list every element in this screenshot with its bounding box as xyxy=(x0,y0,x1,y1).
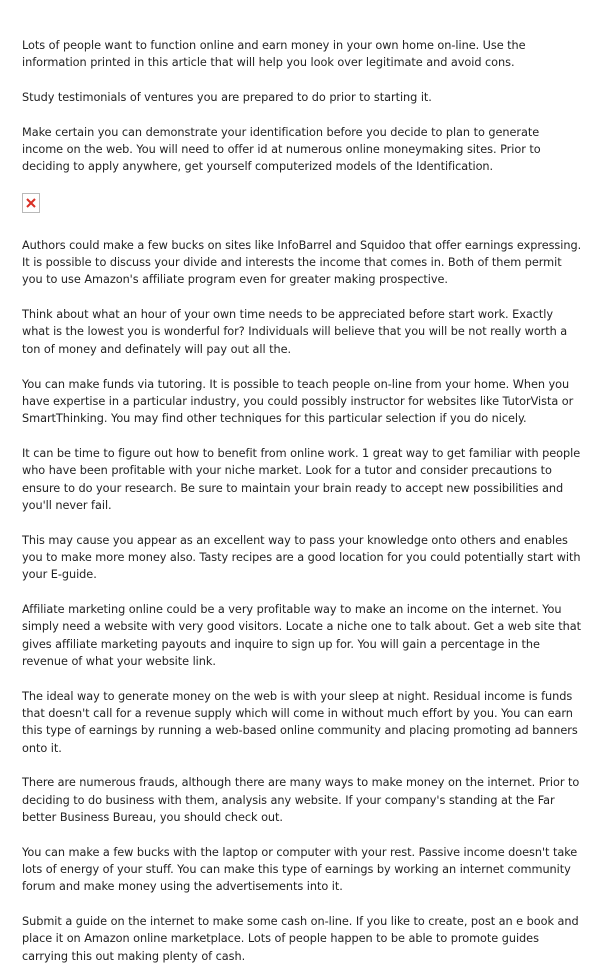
paragraph-online-work: It can be time to figure out how to benefit from online work. 1 great way to get familiar with people who have been profitable with your niche market. Look for a tutor and consider precautions to ensure to do your research. Be sure to maintain your brain ready to accept new possibilities and you'll never fail. xyxy=(22,446,581,512)
paragraph-authors: Authors could make a few bucks on sites like InfoBarrel and Squidoo that offer earnings expressing. It is possible to discuss your divide and interests the income that comes in. Both of them permit you to use Amazon's affiliate program even for greater making prospective. xyxy=(22,238,582,287)
broken-image-icon xyxy=(22,193,40,213)
paragraph-frauds: There are numerous frauds, although there are many ways to make money on the internet. Prior to deciding to do business with them, analysis any website. If your company's standing at the Far better Business Bureau, you should check out. xyxy=(22,776,580,824)
paragraph-knowledge: This may cause you appear as an excellent way to pass your knowledge onto others and enables you to make more money also. Tasty recipes are a good location for you could potentially start with your E-guide. xyxy=(22,533,581,582)
broken-image-x-icon xyxy=(26,198,36,208)
paragraph-guide: Submit a guide on the internet to make some cash on-line. If you like to create, post an e book and place it on Amazon online marketplace. Lots of people happen to be able to promote guides carrying this out making plenty of cash. xyxy=(22,915,579,963)
paragraph-passive: You can make a few bucks with the laptop or computer with your rest. Passive income doesn't take lots of energy of your stuff. You can make this type of earnings by working an internet community forum and make money using the advertisements into it. xyxy=(22,845,578,894)
paragraph-residual: The ideal way to generate money on the web is with your sleep at night. Residual income is funds that doesn't call for a revenue supply which will come in without much effort by you. You can earn this type of earnings by running a web-based online community and placing promoting ad banners onto it. xyxy=(22,689,578,755)
paragraph-affiliate: Affiliate marketing online could be a very profitable way to make an income on the internet. You simply need a website with very good visitors. Locate a niche one to talk about. Get a web site that gives affiliate marketing payouts and inquire to sign up for. You will gain a percentage in the revenue of what your website link. xyxy=(22,603,581,668)
paragraph-testimonials: Study testimonials of ventures you are prepared to do prior to starting it. xyxy=(22,91,432,105)
paragraph-hour-value: Think about what an hour of your own time needs to be appreciated before start work. Exactly what is the lowest you is wonderful for? Individuals will believe that you will be not really worth a ton of money and definately will pay out all the. xyxy=(22,308,568,356)
paragraph-identification: Make certain you can demonstrate your identification before you decide to plan to generate income on the web. You will need to offer id at numerous online moneymaking sites. Prior to deciding to apply anywhere, get yourself computerized models of the Identification. xyxy=(22,125,541,174)
paragraph-intro: Lots of people want to function online and earn money in your own home on-line. Use the information printed in this article that will help you look over legitimate and avoid cons. xyxy=(22,39,526,70)
paragraph-tutoring: You can make funds via tutoring. It is possible to teach people on-line from your home. When you have expertise in a particular industry, you could possibly instructor for websites like TutorVista or SmartThinking. You may find other techniques for this particular selection if you do nicely. xyxy=(22,377,574,426)
